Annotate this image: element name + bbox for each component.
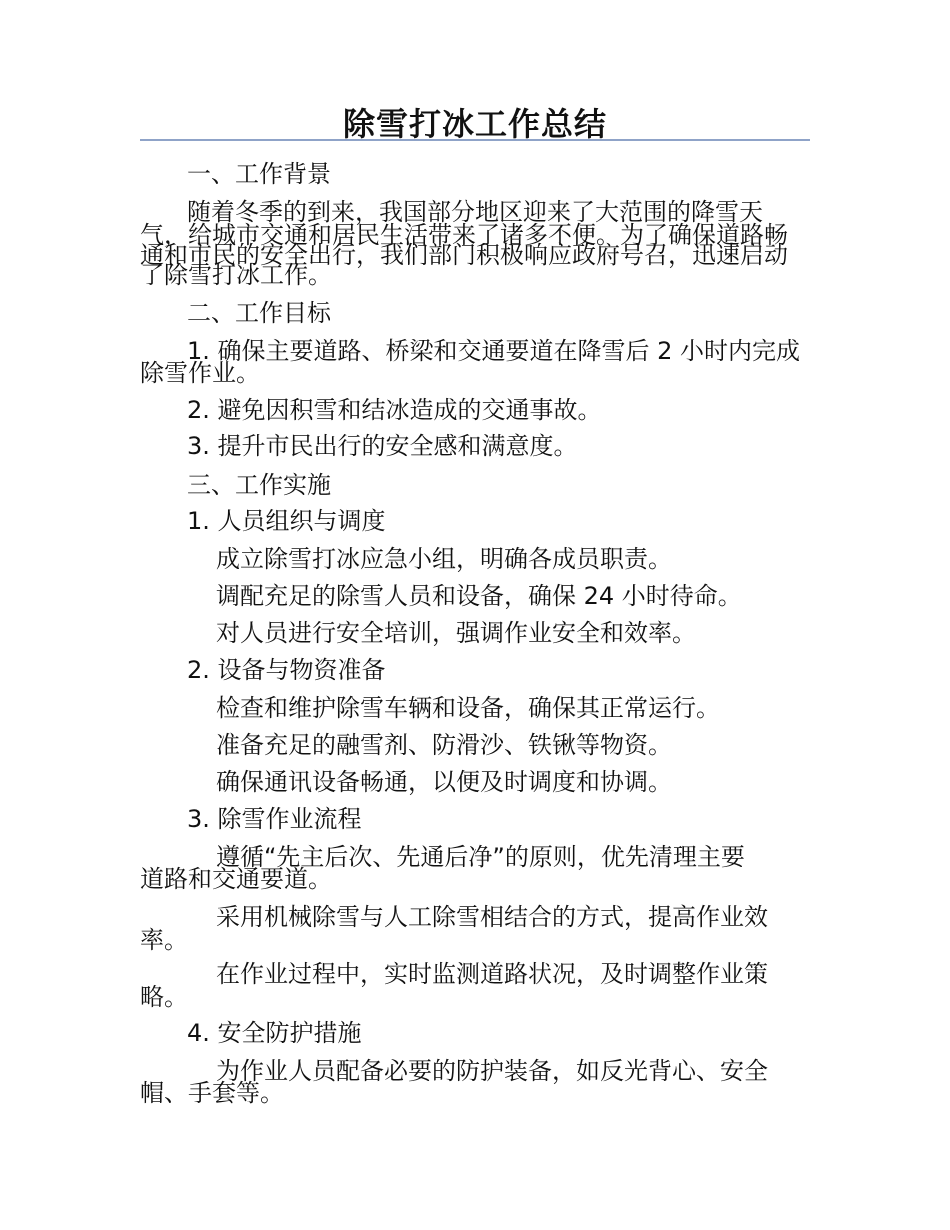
paragraph-line: 通和市民的安全出行，我们部门积极响应政府号召，迅速启动 [140,241,788,269]
paragraph-line: 道路和交通要道。 [140,865,332,893]
paragraph-line: 在作业过程中，实时监测道路状况，及时调整作业策 [216,960,768,988]
subsection-heading: 2. 设备与物资准备 [187,656,386,684]
paragraph-line: 率。 [140,926,188,954]
title-underline [140,139,810,141]
list-item: 对人员进行安全培训，强调作业安全和效率。 [216,619,696,647]
paragraph-line: 了除雪打冰工作。 [140,261,332,289]
list-item: 确保通讯设备畅通，以便及时调度和协调。 [216,768,672,796]
section-heading-goals: 二、工作目标 [187,299,331,327]
list-item: 检查和维护除雪车辆和设备，确保其正常运行。 [216,694,720,722]
list-item: 2. 避免因积雪和结冰造成的交通事故。 [187,396,602,424]
paragraph-line: 气，给城市交通和居民生活带来了诸多不便。为了确保道路畅 [140,221,788,249]
subsection-heading: 4. 安全防护措施 [187,1019,362,1047]
list-item: 成立除雪打冰应急小组，明确各成员职责。 [216,545,672,573]
paragraph-line: 随着冬季的到来，我国部分地区迎来了大范围的降雪天 [187,198,763,226]
paragraph-line: 略。 [140,983,188,1011]
list-item: 调配充足的除雪人员和设备，确保 24 小时待命。 [216,582,742,610]
document-title: 除雪打冰工作总结 [342,105,607,143]
list-item-continuation: 除雪作业。 [140,359,260,387]
paragraph-line: 遵循“先主后次、先通后净”的原则，优先清理主要 [216,843,745,871]
section-heading-background: 一、工作背景 [187,160,331,188]
list-item: 准备充足的融雪剂、防滑沙、铁锹等物资。 [216,731,672,759]
paragraph-line: 采用机械除雪与人工除雪相结合的方式，提高作业效 [216,903,768,931]
subsection-heading: 1. 人员组织与调度 [187,507,386,535]
subsection-heading: 3. 除雪作业流程 [187,805,362,833]
list-item: 3. 提升市民出行的安全感和满意度。 [187,432,578,460]
section-heading-implementation: 三、工作实施 [187,471,331,499]
list-item: 1. 确保主要道路、桥梁和交通要道在降雪后 2 小时内完成 [187,337,801,365]
paragraph-line: 为作业人员配备必要的防护装备，如反光背心、安全 [216,1057,768,1085]
paragraph-line: 帽、手套等。 [140,1079,284,1107]
